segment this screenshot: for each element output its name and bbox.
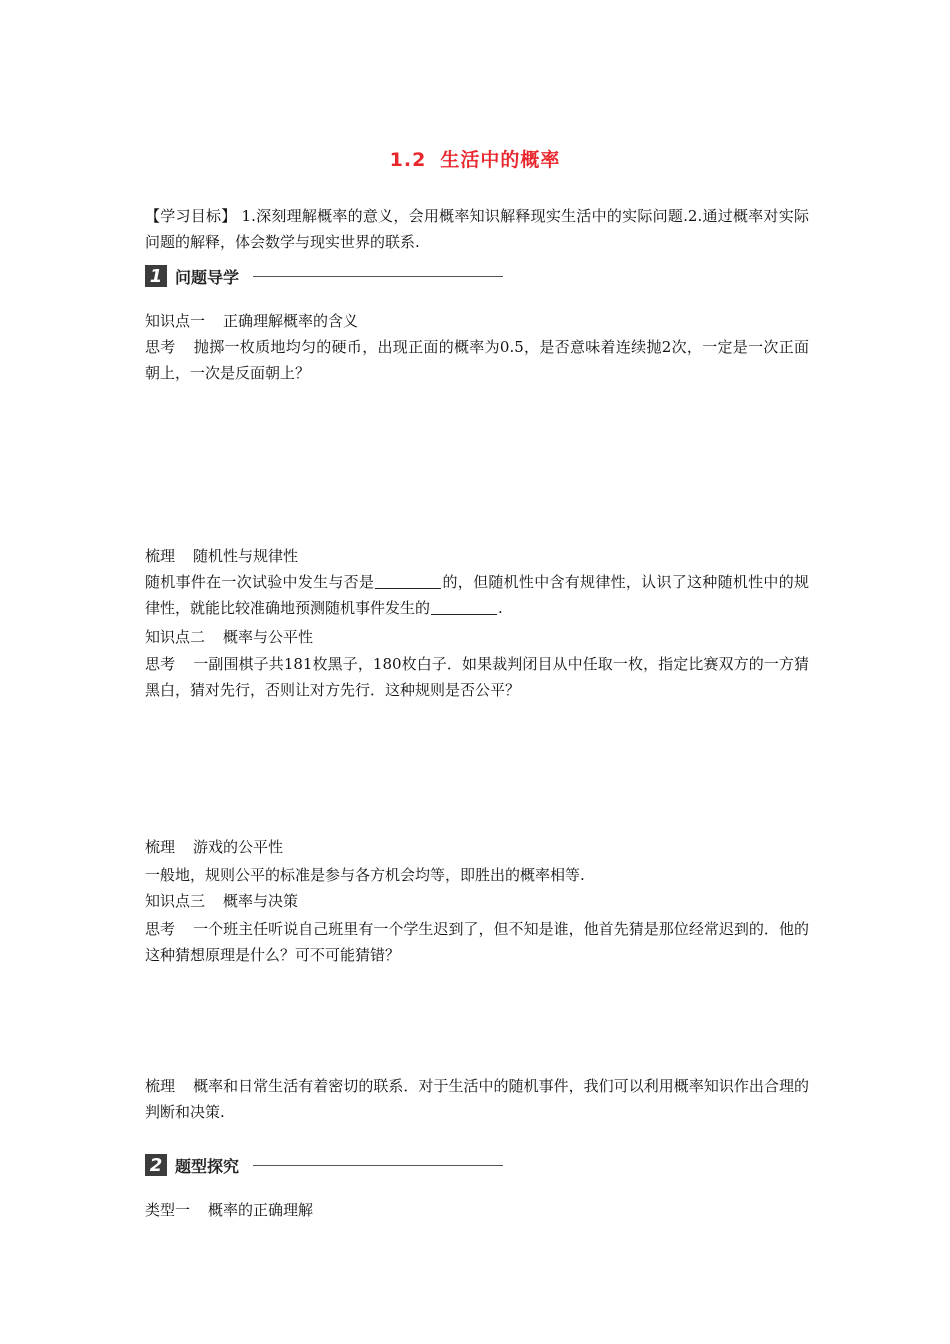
kp3-label: 知识点三 [145,892,206,910]
kp3-think [145,916,809,968]
knowledge-point-2-heading [145,624,313,650]
kp2-label: 知识点二 [145,628,206,646]
kp1-title: 正确理解概率的含义 [223,312,359,330]
knowledge-point-3-heading [145,888,298,914]
title-text: 生活中的概率 [440,149,561,171]
kp2-think-text: 一副围棋子共181枚黑子，180枚白子．如果裁判闭目从中任取一枚，指定比赛双方的一方猜黑白，猜对先行，否则让对方先行．这种规则是否公平？ [145,655,809,699]
page-title [0,145,950,172]
kp1-label: 知识点一 [145,312,206,330]
kp3-think-label: 思考 [145,920,176,938]
title-number: 1.2 [389,149,427,171]
kp1-sort-text-c: . [498,599,503,617]
kp3-sort-text: 概率和日常生活有着密切的联系．对于生活中的随机事件，我们可以利用概率知识作出合理的判断和决策. [145,1077,809,1121]
kp1-sort-text-b: 的，但随机性中含有规律性，认识了这种随机性中的规律性，就能比较准确地预测随机事件发生的 [145,573,809,617]
type1-label: 类型一 [145,1201,191,1219]
knowledge-point-1-heading [145,308,358,334]
learning-objectives [145,203,809,255]
type1-title: 概率的正确理解 [208,1201,314,1219]
kp1-sort-text [145,569,809,621]
kp2-sort-title: 游戏的公平性 [193,838,284,856]
section-rule [253,1165,503,1166]
kp2-sort-label: 梳理 [145,838,176,856]
kp2-think [145,651,809,703]
fill-blank[interactable] [375,573,441,589]
section-header-1 [145,264,503,288]
kp2-sort-text: 一般地，规则公平的标准是参与各方机会均等，即胜出的概率相等. [145,866,585,884]
kp3-think-text: 一个班主任听说自己班里有一个学生迟到了，但不知是谁，他首先猜是那位经常迟到的．他的这种猜想原理是什么？可不可能猜错？ [145,920,809,964]
kp1-sort-text-a: 随机事件在一次试验中发生与否是 [145,573,375,591]
kp1-sort-heading [145,543,298,569]
kp1-sort-title: 随机性与规律性 [193,547,299,565]
section-title: 题型探究 [175,1156,240,1176]
section-title: 问题导学 [175,267,240,287]
section-header-2 [145,1153,503,1177]
kp1-think-label: 思考 [145,338,176,356]
type-1-heading [145,1197,313,1223]
kp3-sort [145,1073,809,1125]
kp2-title: 概率与公平性 [223,628,314,646]
fill-blank[interactable] [431,599,497,615]
kp1-sort-label: 梳理 [145,547,176,565]
kp3-sort-label: 梳理 [145,1077,176,1095]
kp3-title: 概率与决策 [223,892,299,910]
kp2-sort-heading [145,834,283,860]
objectives-text: 1.深刻理解概率的意义，会用概率知识解释现实生活中的实际问题.2.通过概率对实际问题的解释，体会数学与现实世界的联系. [145,207,809,251]
section-number-badge: 1 [145,265,167,287]
objectives-label: 【学习目标】 [145,207,237,225]
kp2-think-label: 思考 [145,655,176,673]
section-rule [253,276,503,277]
kp1-think-text: 抛掷一枚质地均匀的硬币，出现正面的概率为0.5，是否意味着连续抛2次，一定是一次正面朝上，一次是反面朝上？ [145,338,809,382]
kp1-think [145,334,809,386]
section-number-badge: 2 [145,1154,167,1176]
